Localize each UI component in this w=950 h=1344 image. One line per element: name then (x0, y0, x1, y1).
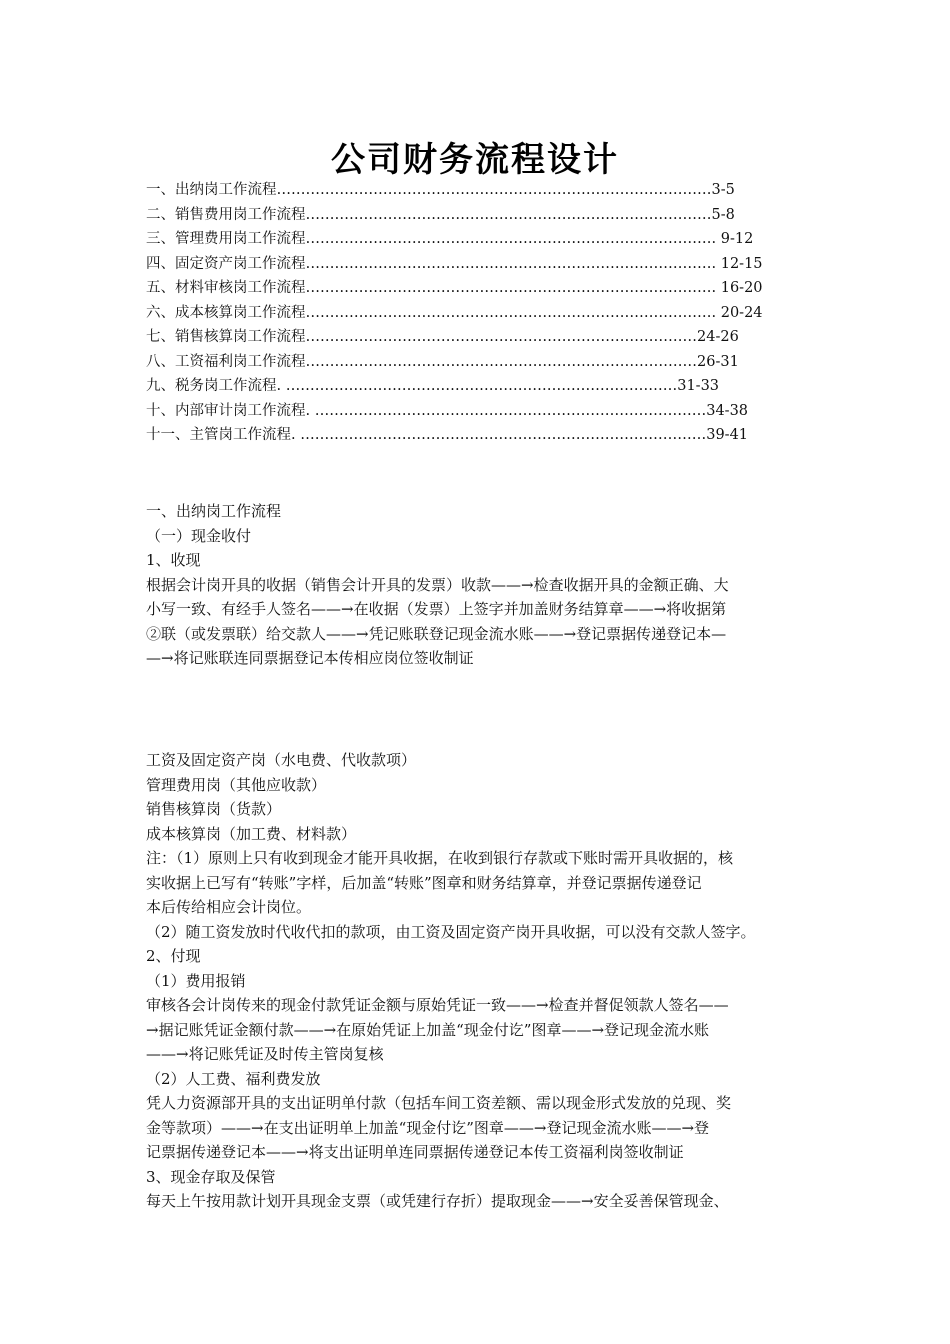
subitem-heading: （2）人工费、福利费发放 (146, 1069, 321, 1088)
section-cashier-receipts (146, 499, 826, 671)
paragraph-line: →据记账凭证金额付款——→在原始凭证上加盖“现金付讫”图章——→登记现金流水账 (146, 1020, 710, 1039)
item-heading: 3、现金存取及保管 (146, 1167, 276, 1186)
toc-entry[interactable]: 三、管理费用岗工作流程…………………………………………………………………………. 9-12 (146, 231, 754, 247)
paragraph-line: 成本核算岗（加工费、材料款） (146, 824, 357, 843)
paragraph-line: 审核各会计岗传来的现金付款凭证金额与原始凭证一致——→检查并督促领款人签名—— (146, 996, 729, 1014)
toc-entry[interactable]: 一、出纳岗工作流程………………………………………………………………………………3-5 (146, 182, 735, 198)
toc-entry[interactable]: 四、固定资产岗工作流程…………………………………………………………………………. 12-15 (146, 255, 763, 272)
section-cashier-details (146, 748, 826, 1214)
paragraph-line: 工资及固定资产岗（水电费、代收款项） (146, 751, 417, 769)
paragraph-line: —→将记账联连同票据登记本传相应岗位签收制证 (146, 649, 474, 667)
toc-entry[interactable]: 八、工资福利岗工作流程………………………………………………………………………26-31 (146, 353, 739, 370)
section-heading: 一、出纳岗工作流程 (146, 502, 282, 520)
note-line: 注：（1）原则上只有收到现金才能开具收据，在收到银行存款或下账时需开具收据的，核 (146, 849, 734, 867)
note-line: 本后传给相应会计岗位。 (146, 898, 312, 916)
toc-entry[interactable]: 二、销售费用岗工作流程…………………………………………………………………………5-8 (146, 206, 735, 223)
item-heading: 2、付现 (146, 947, 201, 965)
paragraph-line: 金等款项）——→在支出证明单上加盖“现金付讫”图章——→登记现金流水账——→登 (146, 1118, 710, 1137)
paragraph-line: 销售核算岗（货款） (146, 800, 282, 818)
subitem-heading: （1）费用报销 (146, 971, 246, 990)
paragraph-line: 管理费用岗（其他应收款） (146, 775, 327, 794)
table-of-contents (146, 178, 786, 448)
paragraph-line: 根据会计岗开具的收据（销售会计开具的发票）收款——→检查收据开具的金额正确、大 (146, 575, 729, 594)
toc-entry[interactable]: 九、税务岗工作流程. ………………………………………………………………………31-33 (146, 378, 720, 394)
page-title: 公司财务流程设计 (331, 140, 619, 180)
toc-entry[interactable]: 六、成本核算岗工作流程…………………………………………………………………………. 20-24 (146, 304, 763, 321)
note-line: 实收据上已写有“转账”字样，后加盖“转账”图章和财务结算章，并登记票据传递登记 (146, 873, 702, 892)
paragraph-line: 凭人力资源部开具的支出证明单付款（包括车间工资差额、需以现金形式发放的兑现、奖 (146, 1094, 732, 1112)
paragraph-line: 记票据传递登记本——→将支出证明单连同票据传递登记本传工资福利岗签收制证 (146, 1143, 684, 1161)
toc-entry[interactable]: 七、销售核算岗工作流程………………………………………………………………………24-26 (146, 329, 739, 345)
toc-entry[interactable]: 十一、主管岗工作流程. …………………………………………………………………………39-41 (146, 427, 749, 443)
item-heading: 1、收现 (146, 551, 201, 569)
subsection-heading: （一）现金收付 (146, 526, 252, 545)
toc-entry[interactable]: 五、材料审核岗工作流程…………………………………………………………………………. 16-20 (146, 280, 763, 296)
paragraph-line: 小写一致、有经手人签名——→在收据（发票）上签字并加盖财务结算章——→将收据第 (146, 600, 727, 618)
paragraph-line: 每天上午按用款计划开具现金支票（或凭建行存折）提取现金——→安全妥善保管现金、 (146, 1192, 729, 1210)
toc-entry[interactable]: 十、内部审计岗工作流程. ………………………………………………………………………34-38 (146, 402, 749, 419)
paragraph-line: ②联（或发票联）给交款人——→凭记账联登记现金流水账——→登记票据传递登记本— (146, 624, 727, 643)
note-line: （2）随工资发放时代收代扣的款项，由工资及固定资产岗开具收据，可以没有交款人签字。 (146, 922, 756, 941)
paragraph-line: ——→将记账凭证及时传主管岗复核 (146, 1045, 384, 1063)
